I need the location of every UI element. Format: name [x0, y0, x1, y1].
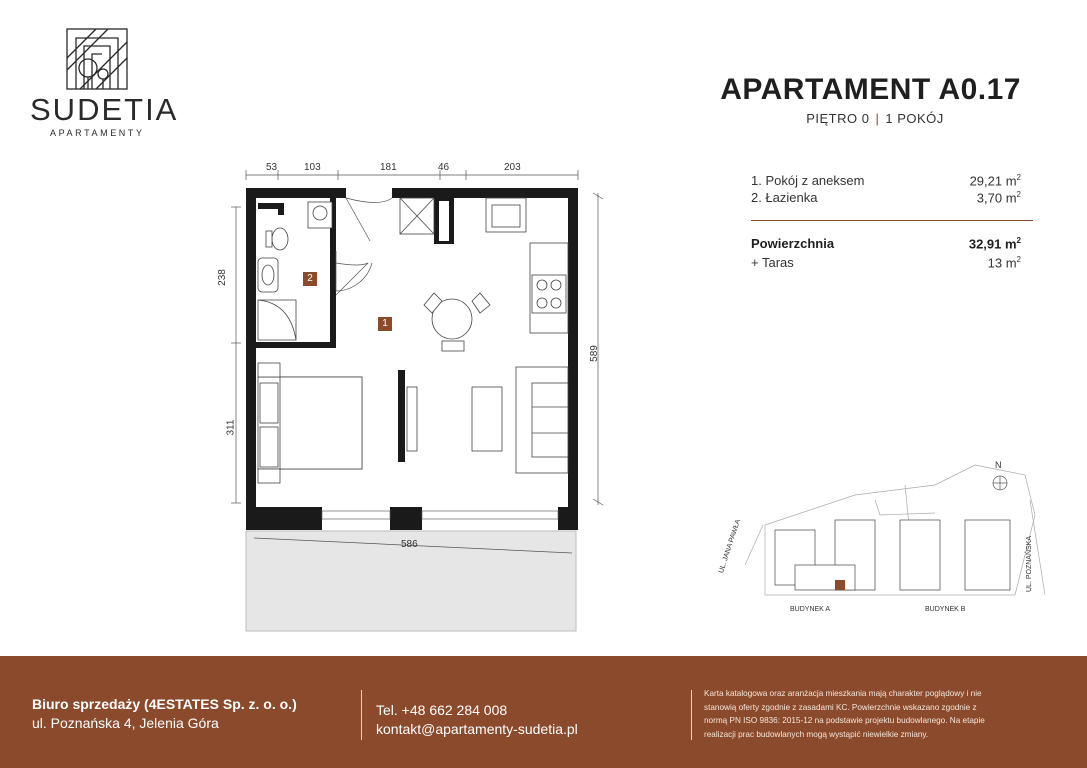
disclaimer: Karta katalogowa oraz aranżacja mieszkania mają charakter poglądowy i nie stanowią oferty zgodnie z zasadami KC. Powierzchnie wskazano zgodnie z normą PN ISO 9836: 2015-12 na podstawie projektu budowlanego. Na etapie realizacji prac budowlanych mogą wystąpić niewielkie zmiany. [704, 689, 985, 739]
north-label: N [995, 460, 1002, 470]
dim-left-2: 311 [225, 419, 237, 436]
terrace-value: 13 $m^2$ [987, 255, 1021, 271]
room-badge-1: 1 [378, 317, 392, 331]
sofa [407, 367, 568, 473]
dim-top-4: 46 [438, 162, 450, 173]
bathroom-fixtures [258, 202, 332, 340]
terrace-label: + Taras [751, 255, 794, 270]
total-area-label: Powierzchnia [751, 236, 835, 251]
brand-name: SUDETIA [30, 92, 179, 127]
room-label: 1. Pokój z aneksem [751, 173, 865, 188]
footer-divider [691, 690, 692, 740]
footer [0, 656, 1087, 768]
walls [246, 188, 578, 530]
floor-label: PIĘTRO 0 [806, 111, 870, 126]
rooms-count-label: 1 POKÓJ [885, 111, 944, 126]
street-right-label: UL. POZNAŃSKA [1026, 535, 1033, 592]
building-b-label: BUDYNEK B [925, 606, 966, 613]
terrace-row [751, 255, 1021, 270]
dim-bottom: 586 [401, 539, 418, 550]
windows [322, 511, 558, 519]
room-badge-2: 2 [303, 272, 317, 286]
north-arrow-icon [993, 476, 1007, 490]
email-link[interactable]: kontakt@apartamenty-sudetia.pl [376, 721, 578, 737]
sales-office-address: ul. Poznańska 4, Jelenia Góra [32, 715, 219, 731]
room-row-1 [751, 173, 1021, 188]
apartment-title: APARTAMENT A0.17 [720, 73, 1021, 106]
room-area: 29,21 $m^2$ [969, 173, 1021, 189]
bed [258, 363, 362, 483]
apartment-marker [835, 580, 845, 590]
total-area-row [751, 236, 1021, 251]
dim-top-3: 181 [380, 162, 397, 173]
subtitle-separator: | [875, 111, 880, 126]
street-left-label: UL. JANA PAWŁA [718, 518, 742, 575]
sales-office-name: Biuro sprzedaży (4ESTATES Sp. z. o. o.) [32, 696, 297, 712]
room-row-2 [751, 190, 1021, 205]
sudetia-logo-icon [66, 28, 128, 90]
site-plan [735, 455, 1065, 615]
phone-link[interactable]: Tel. +48 662 284 008 [376, 702, 508, 718]
dim-left-1: 238 [216, 269, 228, 286]
dim-top-5: 203 [504, 162, 521, 173]
dim-right: 589 [588, 345, 600, 362]
kitchen-fixtures [400, 198, 568, 333]
dining-table [424, 293, 490, 351]
footer-divider [361, 690, 362, 740]
dim-top-2: 103 [304, 162, 321, 173]
apartment-subtitle [770, 111, 980, 126]
area-divider [751, 220, 1033, 221]
room-label: 2. Łazienka [751, 190, 818, 205]
room-area: 3,70 $m^2$ [976, 190, 1021, 206]
total-area-value: 32,91 $m^2$ [968, 236, 1021, 252]
building-a-label: BUDYNEK A [790, 606, 831, 613]
doors [336, 198, 392, 295]
floor-plan [210, 155, 610, 635]
dim-top-1: 53 [266, 162, 278, 173]
brand-subtitle: APARTAMENTY [50, 128, 145, 138]
